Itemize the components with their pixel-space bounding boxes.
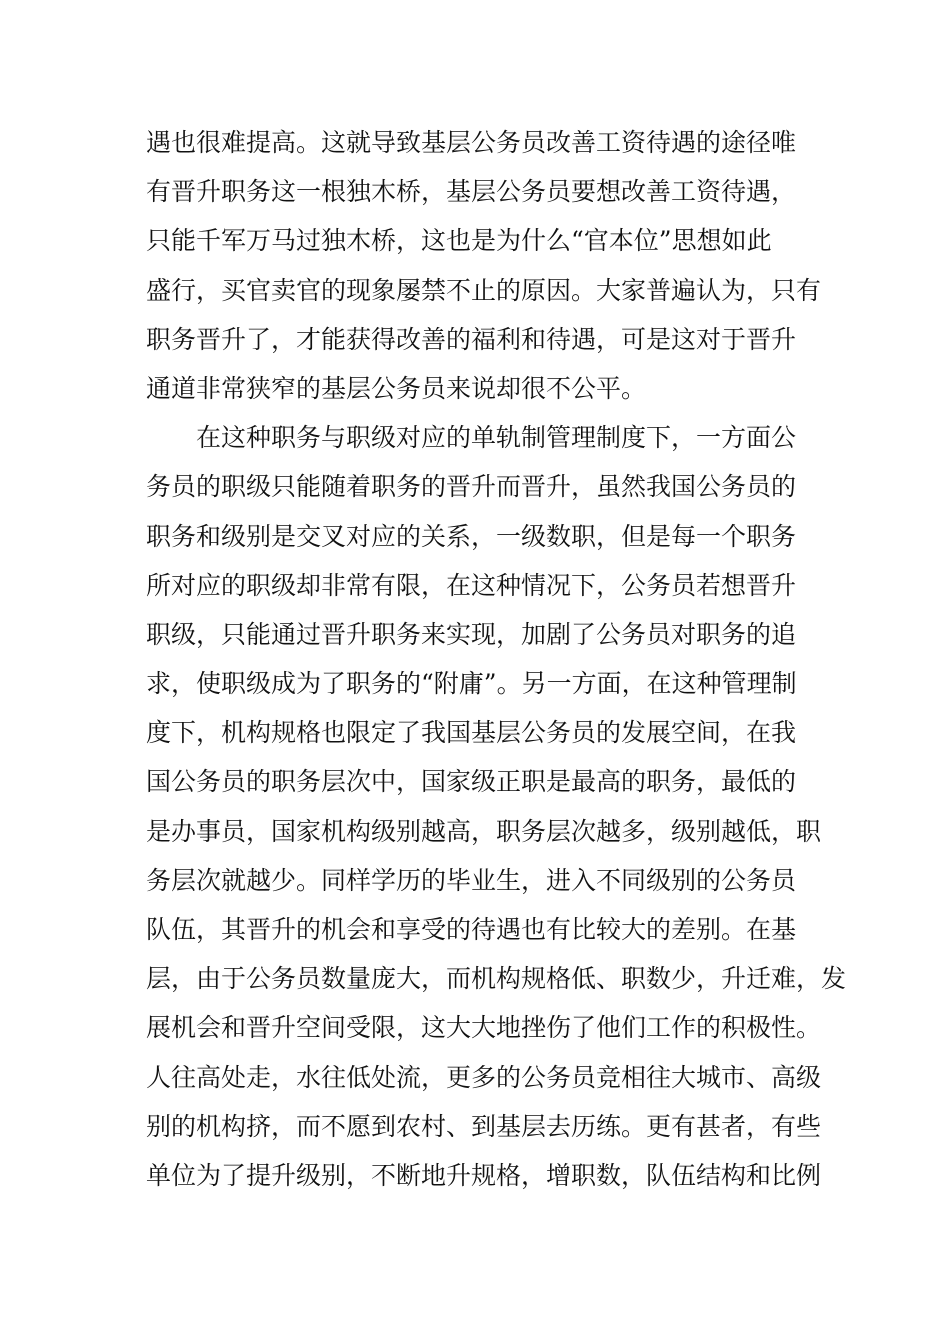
text-line: 职级，只能通过晋升职务来实现，加剧了公务员对职务的追	[146, 619, 797, 649]
text-line: 度下，机构规格也限定了我国基层公务员的发展空间，在我	[146, 718, 797, 748]
text-line: 层，由于公务员数量庞大，而机构规格低、职数少，升迁难，发	[146, 964, 847, 994]
text-line: 务层次就越少。同样学历的毕业生，进入不同级别的公务员	[146, 865, 797, 895]
text-line: 盛行，买官卖官的现象屡禁不止的原因。大家普遍认为，只有	[146, 275, 822, 305]
paragraph-start-line: 在这种职务与职级对应的单轨制管理制度下，一方面公	[196, 423, 797, 453]
text-line: 有晋升职务这一根独木桥，基层公务员要想改善工资待遇，	[146, 177, 797, 207]
text-line: 别的机构挤，而不愿到农村、到基层去历练。更有甚者，有些	[146, 1111, 822, 1141]
text-line: 职务晋升了，才能获得改善的福利和待遇，可是这对于晋升	[146, 324, 797, 354]
text-line: 人往高处走，水往低处流，更多的公务员竞相往大城市、高级	[146, 1062, 822, 1092]
text-line: 遇也很难提高。这就导致基层公务员改善工资待遇的途径唯	[146, 128, 797, 157]
text-line: 单位为了提升级别，不断地升规格，增职数，队伍结构和比例	[146, 1160, 822, 1190]
text-line: 务员的职级只能随着职务的晋升而晋升，虽然我国公务员的	[146, 472, 797, 502]
text-line: 求，使职级成为了职务的“附庸”。另一方面，在这种管理制	[146, 669, 797, 699]
text-line: 通道非常狭窄的基层公务员来说却很不公平。	[146, 373, 647, 403]
text-line: 职务和级别是交叉对应的关系，一级数职，但是每一个职务	[146, 521, 797, 551]
text-line: 国公务员的职务层次中，国家级正职是最高的职务，最低的	[146, 767, 797, 797]
text-line: 只能千军万马过独木桥，这也是为什么“官本位”思想如此	[146, 226, 772, 256]
text-line: 所对应的职级却非常有限，在这种情况下，公务员若想晋升	[146, 570, 797, 600]
body-text	[146, 118, 847, 1200]
text-line: 展机会和晋升空间受限，这大大地挫伤了他们工作的积极性。	[146, 1013, 822, 1043]
text-line: 是办事员，国家机构级别越高，职务层次越多，级别越低，职	[146, 816, 822, 846]
text-line: 队伍，其晋升的机会和享受的待遇也有比较大的差别。在基	[146, 915, 797, 944]
